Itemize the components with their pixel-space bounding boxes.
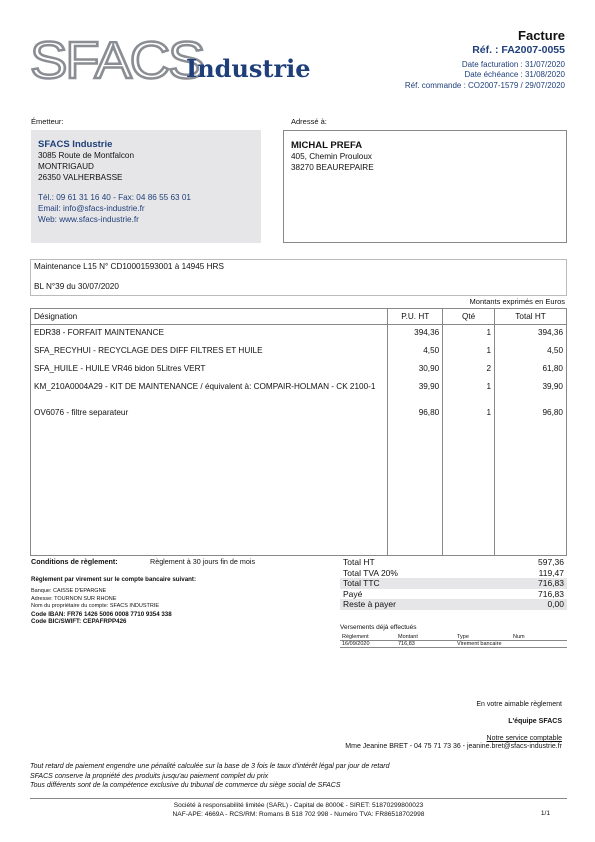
row-unit-price: 39,90 <box>388 379 443 405</box>
order-ref: Réf. commande : CO2007-1579 / 29/07/2020 <box>404 81 565 90</box>
table-header <box>31 309 567 325</box>
remaining-row <box>340 599 567 610</box>
payments-block <box>340 624 567 648</box>
closing-greeting: En votre aimable règlement <box>476 701 562 708</box>
legal-line: Tout retard de paiement engendre une pénalité calculée sur la base de 3 fois le taux d'intérêt légal par jour de retard <box>30 763 390 770</box>
row-total: 4,50 <box>495 343 567 361</box>
payment-num <box>511 641 567 648</box>
payments-col: Num <box>511 634 567 641</box>
bank-details <box>31 588 172 626</box>
row-quantity: 1 <box>443 343 495 361</box>
row-total: 394,36 <box>495 325 567 343</box>
row-unit-price: 30,90 <box>388 361 443 379</box>
row-designation: SFA_RECYHUI - RECYCLAGE DES DIFF FILTRES ET HUILE <box>31 343 388 361</box>
table-row <box>31 379 567 405</box>
col-quantity: Qté <box>443 309 495 325</box>
legal-notes <box>30 762 389 791</box>
issuer-website[interactable]: Web: www.sfacs-industrie.fr <box>38 215 139 224</box>
account-owner: Nom du propriétaire du compte: SFACS INDUSTRIE <box>31 603 160 609</box>
total-label: Reste à payer <box>343 599 396 609</box>
total-ht-row <box>340 557 567 568</box>
row-quantity: 1 <box>443 325 495 343</box>
row-unit-price: 394,36 <box>388 325 443 343</box>
total-value: 119,47 <box>538 567 564 578</box>
iban: Code IBAN: FR76 1426 5006 0008 7710 9354 338 <box>31 610 172 618</box>
issuer-box <box>31 130 261 243</box>
total-value: 597,36 <box>538 557 564 567</box>
payments-col: Montant <box>396 634 455 641</box>
billing-date: Date facturation : 31/07/2020 <box>461 60 565 69</box>
bank-name: Banque: CAISSE D'EPARGNE <box>31 588 107 594</box>
payments-col: Règlement <box>340 634 396 641</box>
col-total: Total HT <box>495 309 567 325</box>
bank-address: Adresse: TOURNON SUR RHONE <box>31 595 117 602</box>
total-value: 716,83 <box>538 578 564 588</box>
table-row <box>31 325 567 343</box>
payment-amount: 716,83 <box>396 641 455 648</box>
closing-department: Notre service comptable <box>486 735 562 742</box>
row-designation: OV6076 - filtre separateur <box>31 405 388 556</box>
invoice-title: Facture <box>518 28 565 43</box>
row-unit-price: 96,80 <box>388 405 443 556</box>
total-label: Payé <box>343 588 363 599</box>
recipient-address-2: 38270 BEAUREPAIRE <box>291 163 374 172</box>
col-designation: Désignation <box>31 309 388 325</box>
row-designation: KM_210A0004A29 - KIT DE MAINTENANCE / équivalent à: COMPAIR-HOLMAN - CK 2100-1 <box>31 379 388 405</box>
recipient-address-1: 405, Chemin Prouloux <box>291 152 373 161</box>
currency-note: Montants exprimés en Euros <box>469 297 565 306</box>
row-total: 61,80 <box>495 361 567 379</box>
recipient-name: MICHAL PREFA <box>291 140 363 151</box>
payment-date: 16/09/2020 <box>340 641 396 648</box>
recipient-box <box>283 130 567 243</box>
note-line-1: Maintenance L15 N° CD10001593001 à 14945 HRS <box>34 262 224 271</box>
invoice-header <box>405 28 565 91</box>
payments-table <box>340 634 567 648</box>
due-date: Date échéance : 31/08/2020 <box>464 69 565 79</box>
total-value: 716,83 <box>538 588 564 599</box>
items-table <box>30 308 567 556</box>
table-row <box>31 361 567 379</box>
issuer-address-3: 26350 VALHERBASSE <box>38 173 123 182</box>
total-tva-row <box>340 568 567 579</box>
footer-line-2: NAF-APE: 4669A - RCS/RM: Romans B 518 702 998 - Numéro TVA: FR86518702998 <box>172 810 425 818</box>
row-total: 39,90 <box>495 379 567 405</box>
note-line-2: BL N°39 du 30/07/2020 <box>34 282 119 291</box>
payment-conditions <box>31 557 255 566</box>
totals-block <box>340 557 567 610</box>
total-value: 0,00 <box>547 599 564 609</box>
payments-row <box>340 641 567 648</box>
table-row <box>31 405 567 556</box>
company-logo <box>30 34 320 88</box>
logo-subtitle: Industrie <box>186 54 311 83</box>
row-quantity: 2 <box>443 361 495 379</box>
legal-line: SFACS conserve la propriété des produits jusqu'au paiement complet du prix <box>30 772 269 780</box>
row-quantity: 1 <box>443 379 495 405</box>
row-total: 96,80 <box>495 405 567 556</box>
footer-line-1: Société à responsabilité limitée (SARL) - Capital de 8000€ - SIRET: 51870299800023 <box>173 802 424 809</box>
issuer-address-2: MONTRIGAUD <box>38 162 94 171</box>
table-row <box>31 343 567 361</box>
issuer-name: SFACS Industrie <box>38 139 113 150</box>
transfer-label: Règlement par virement sur le compte bancaire suivant: <box>31 576 197 583</box>
row-quantity: 1 <box>443 405 495 556</box>
total-label: Total TTC <box>343 578 380 588</box>
total-label: Total TVA 20% <box>343 567 398 578</box>
paid-row <box>340 589 567 600</box>
recipient-label: Adressé à: <box>291 117 327 126</box>
page-number: 1/1 <box>540 810 550 817</box>
conditions-label: Conditions de règlement: <box>31 557 118 566</box>
issuer-phone: Tél.: 09 61 31 16 40 - Fax: 04 86 55 63 01 <box>38 193 191 202</box>
row-unit-price: 4,50 <box>388 343 443 361</box>
page-footer <box>30 798 567 819</box>
issuer-email[interactable]: Email: info@sfacs-industrie.fr <box>38 204 145 213</box>
row-designation: SFA_HUILE - HUILE VR46 bidon 5Litres VERT <box>31 361 388 379</box>
closing-team: L'équipe SFACS <box>508 718 562 725</box>
col-unit-price: P.U. HT <box>388 309 443 325</box>
legal-line: Tous différents sont de la compétence exclusive du tribunal de commerce du siège social de SFACS <box>30 782 341 789</box>
payment-type: Virement bancaire <box>455 641 511 648</box>
issuer-address-1: 3085 Route de Montfalcon <box>38 151 135 160</box>
row-designation: EDR38 - FORFAIT MAINTENANCE <box>31 325 388 343</box>
bic: Code BIC/SWIFT: CEPAFRPP426 <box>31 618 127 625</box>
payments-title: Versements déjà effectués <box>340 624 417 631</box>
invoice-ref: Réf. : FA2007-0055 <box>472 44 565 56</box>
closing-contact: Mme Jeanine BRET - 04 75 71 73 36 - jeanine.bret@sfacs-industrie.fr <box>345 743 562 750</box>
note-box <box>30 259 567 296</box>
issuer-label: Émetteur: <box>31 117 64 126</box>
payments-col: Type <box>455 634 511 641</box>
total-ttc-row <box>340 578 567 589</box>
logo-word: SFACS <box>30 32 204 90</box>
conditions-value: Règlement à 30 jours fin de mois <box>150 557 256 566</box>
total-label: Total HT <box>343 557 375 567</box>
